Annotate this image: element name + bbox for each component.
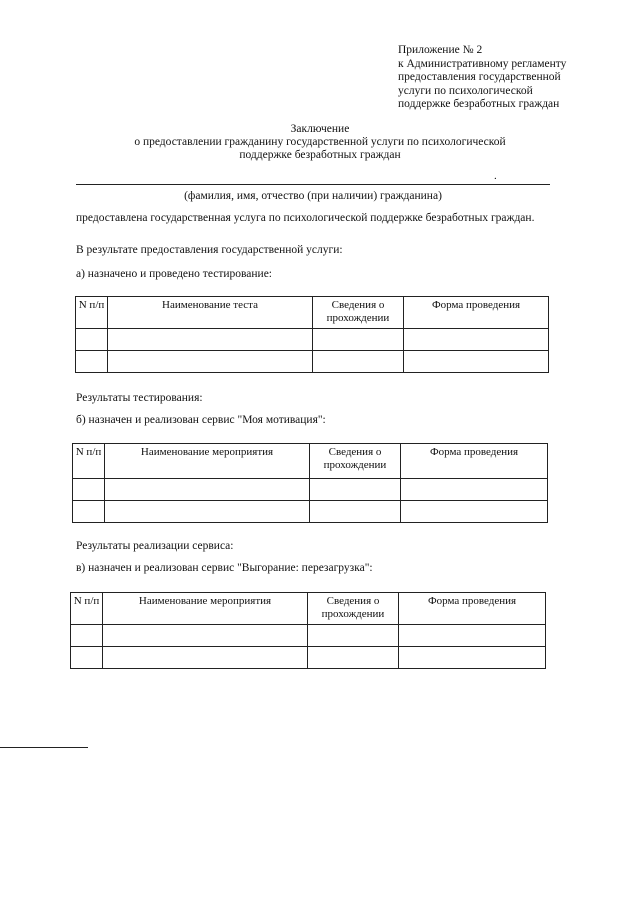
annex-line: поддержке безработных граждан [398, 98, 560, 110]
table-cell[interactable] [399, 625, 546, 647]
table-row [76, 351, 549, 373]
table-row [76, 329, 549, 351]
table-cell[interactable] [404, 329, 549, 351]
table-cell[interactable] [313, 329, 404, 351]
section-b-heading: б) назначен и реализован сервис "Моя мотивация": [76, 414, 326, 426]
section-a-heading: а) назначено и проведено тестирование: [76, 268, 272, 280]
table-cell[interactable] [71, 647, 103, 669]
table-header-row [71, 593, 546, 625]
table-cell[interactable] [313, 351, 404, 373]
table-cell[interactable] [73, 501, 105, 523]
table-cell[interactable] [71, 625, 103, 647]
burnout-table [70, 592, 546, 669]
title-line: Заключение [290, 123, 350, 135]
title-line: о предоставлении гражданину государственной услуги по психологической [134, 136, 506, 148]
table-cell[interactable] [308, 647, 399, 669]
annex-line: услуги по психологической [398, 84, 533, 97]
table-row [71, 625, 546, 647]
table-header-row [76, 297, 549, 329]
citizen-name-line [76, 184, 550, 185]
section-c-heading: в) назначен и реализован сервис "Выгорание: перезагрузка": [76, 562, 373, 574]
col-number-header: N п/п [71, 593, 103, 625]
testing-table [75, 296, 549, 373]
annex-note [398, 44, 598, 112]
table-cell[interactable] [103, 647, 308, 669]
col-status-header: Сведения о прохождении [308, 593, 399, 625]
col-form-header: Форма проведения [401, 444, 548, 479]
document-title [60, 123, 580, 162]
table-cell[interactable] [108, 329, 313, 351]
table-cell[interactable] [103, 625, 308, 647]
annex-line: Приложение № 2 [398, 44, 483, 56]
footnote-separator [0, 747, 88, 748]
col-status-header: Сведения о прохождении [313, 297, 404, 329]
section-b-results: Результаты реализации сервиса: [76, 540, 234, 552]
col-form-header: Форма проведения [399, 593, 546, 625]
table-row [71, 647, 546, 669]
col-status-header: Сведения о прохождении [310, 444, 401, 479]
table-cell[interactable] [108, 351, 313, 373]
table-cell[interactable] [76, 351, 108, 373]
table-row [73, 501, 548, 523]
title-line: поддержке безработных граждан [239, 149, 401, 161]
motivation-table [72, 443, 548, 523]
annex-line: предоставления государственной [398, 71, 561, 83]
section-a-results: Результаты тестирования: [76, 392, 203, 404]
intro-paragraph: предоставлена государственная услуга по психологической поддержке безработных граждан. [76, 212, 535, 224]
table-cell[interactable] [73, 479, 105, 501]
table-cell[interactable] [404, 351, 549, 373]
col-name-header: Наименование теста [108, 297, 313, 329]
table-cell[interactable] [76, 329, 108, 351]
table-cell[interactable] [310, 479, 401, 501]
table-cell[interactable] [401, 501, 548, 523]
table-cell[interactable] [401, 479, 548, 501]
table-cell[interactable] [105, 479, 310, 501]
table-cell[interactable] [310, 501, 401, 523]
col-number-header: N п/п [73, 444, 105, 479]
table-row [73, 479, 548, 501]
col-form-header: Форма проведения [404, 297, 549, 329]
name-line-dot: . [494, 170, 497, 182]
col-name-header: Наименование мероприятия [103, 593, 308, 625]
col-number-header: N п/п [76, 297, 108, 329]
table-cell[interactable] [105, 501, 310, 523]
table-header-row [73, 444, 548, 479]
table-cell[interactable] [399, 647, 546, 669]
annex-line: к Административному регламенту [398, 57, 567, 70]
col-name-header: Наименование мероприятия [105, 444, 310, 479]
result-heading: В результате предоставления государственной услуги: [76, 244, 343, 256]
table-cell[interactable] [308, 625, 399, 647]
citizen-name-caption: (фамилия, имя, отчество (при наличии) гражданина) [184, 190, 442, 202]
